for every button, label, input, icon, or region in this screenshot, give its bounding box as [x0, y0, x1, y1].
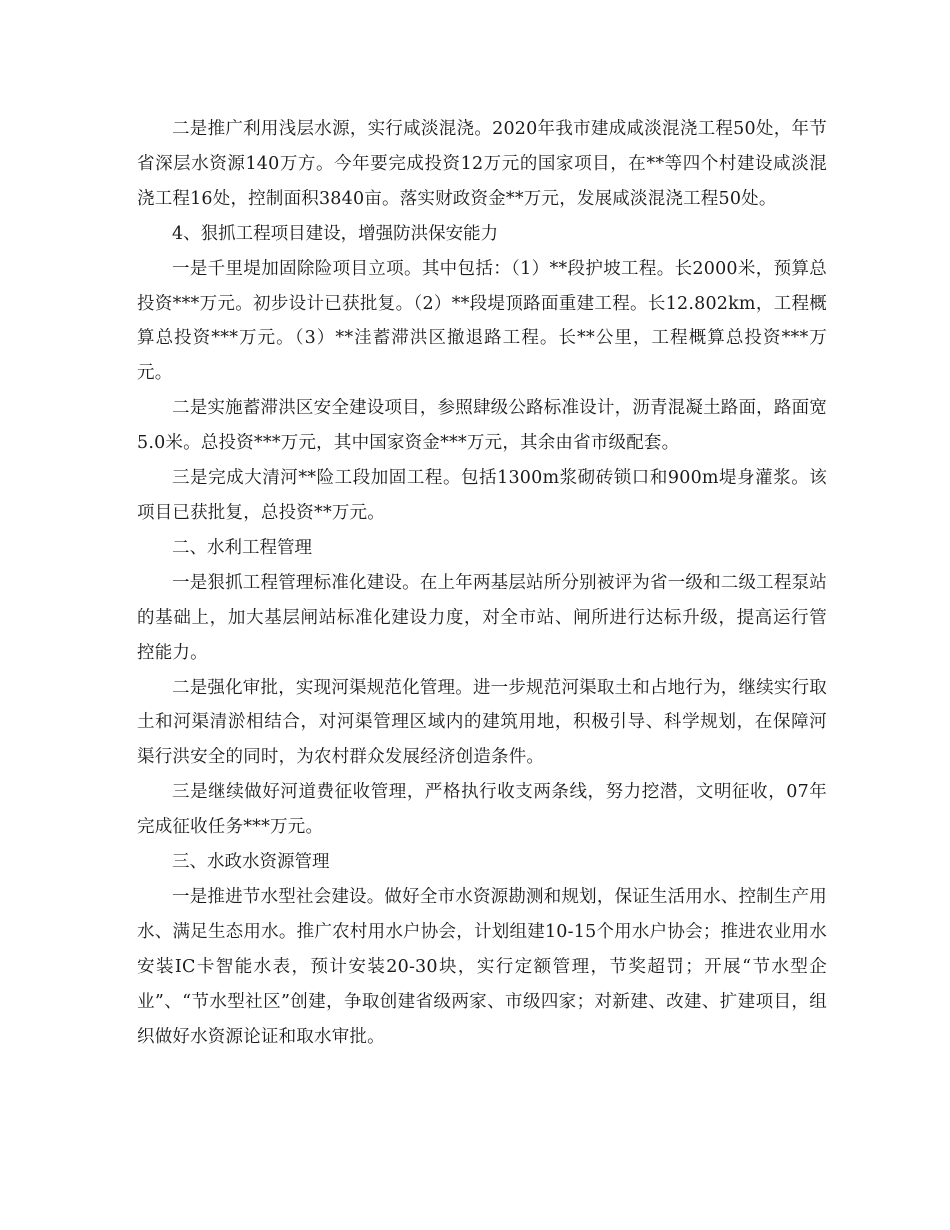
paragraph-fee-collection: 三是继续做好河道费征收管理，严格执行收支两条线，努力挖潜，文明征收，07年完成征收任务***万元。	[137, 782, 827, 838]
paragraph-levee-reinforcement: 一是千里堤加固除险项目立项。其中包括：（1）**段护坡工程。长2000米，预算总投资***万元。初步设计已获批复。（2）**段堤顶路面重建工程。长12.802km，工程概算总投资***万元。（3）**洼蓄滞洪区撤退路工程。长**公里，工程概算总投资***万元。	[137, 258, 827, 384]
paragraph-shallow-water: 二是推广利用浅层水源，实行咸淡混浇。2020年我市建成咸淡混浇工程50处，年节省深层水资源140万方。今年要完成投资12万元的国家项目，在**等四个村建设咸淡混浇工程16处，控制面积3840亩。落实财政资金**万元，发展咸淡混浇工程50处。	[137, 119, 827, 209]
section-heading-water-resources: 三、水政水资源管理	[172, 852, 330, 873]
paragraph-daqing-river: 三是完成大清河**险工段加固工程。包括1300m浆砌砖锁口和900m堤身灌浆。该项目已获批复，总投资**万元。	[137, 468, 827, 523]
paragraph-canal-management: 二是强化审批，实现河渠规范化管理。进一步规范河渠取土和占地行为，继续实行取土和河渠清淤相结合，对河渠管理区域内的建筑用地，积极引导、科学规划，在保障河渠行洪安全的同时，为农村群众发展经济创造条件。	[137, 677, 827, 768]
paragraph-water-saving-society: 一是推进节水型社会建设。做好全市水资源勘测和规划，保证生活用水、控制生产用水、满足生态用水。推广农村用水户协会，计划组建10-15个用水户协会；推进农业用水安装IC卡智能水表，预计安装20-30块，实行定额管理，节奖超罚；开展“节水型企业”、“节水型社区”创建，争取创建省级两家、市级四家；对新建、改建、扩建项目，组织做好水资源论证和取水审批。	[137, 886, 827, 1047]
document-body	[137, 112, 827, 1054]
section-heading-project-construction: 4、狠抓工程项目建设，增强防洪保安能力	[172, 223, 499, 244]
section-heading-engineering-management: 二、水利工程管理	[172, 537, 312, 558]
paragraph-flood-area-safety: 二是实施蓄滞洪区安全建设项目，参照肆级公路标准设计，沥青混凝土路面，路面宽5.0米。总投资***万元，其中国家资金***万元，其余由省市级配套。	[137, 398, 827, 454]
paragraph-standardization: 一是狠抓工程管理标准化建设。在上年两基层站所分别被评为省一级和二级工程泵站的基础上，加大基层闸站标准化建设力度，对全市站、闸所进行达标升级，提高运行管控能力。	[137, 572, 827, 663]
